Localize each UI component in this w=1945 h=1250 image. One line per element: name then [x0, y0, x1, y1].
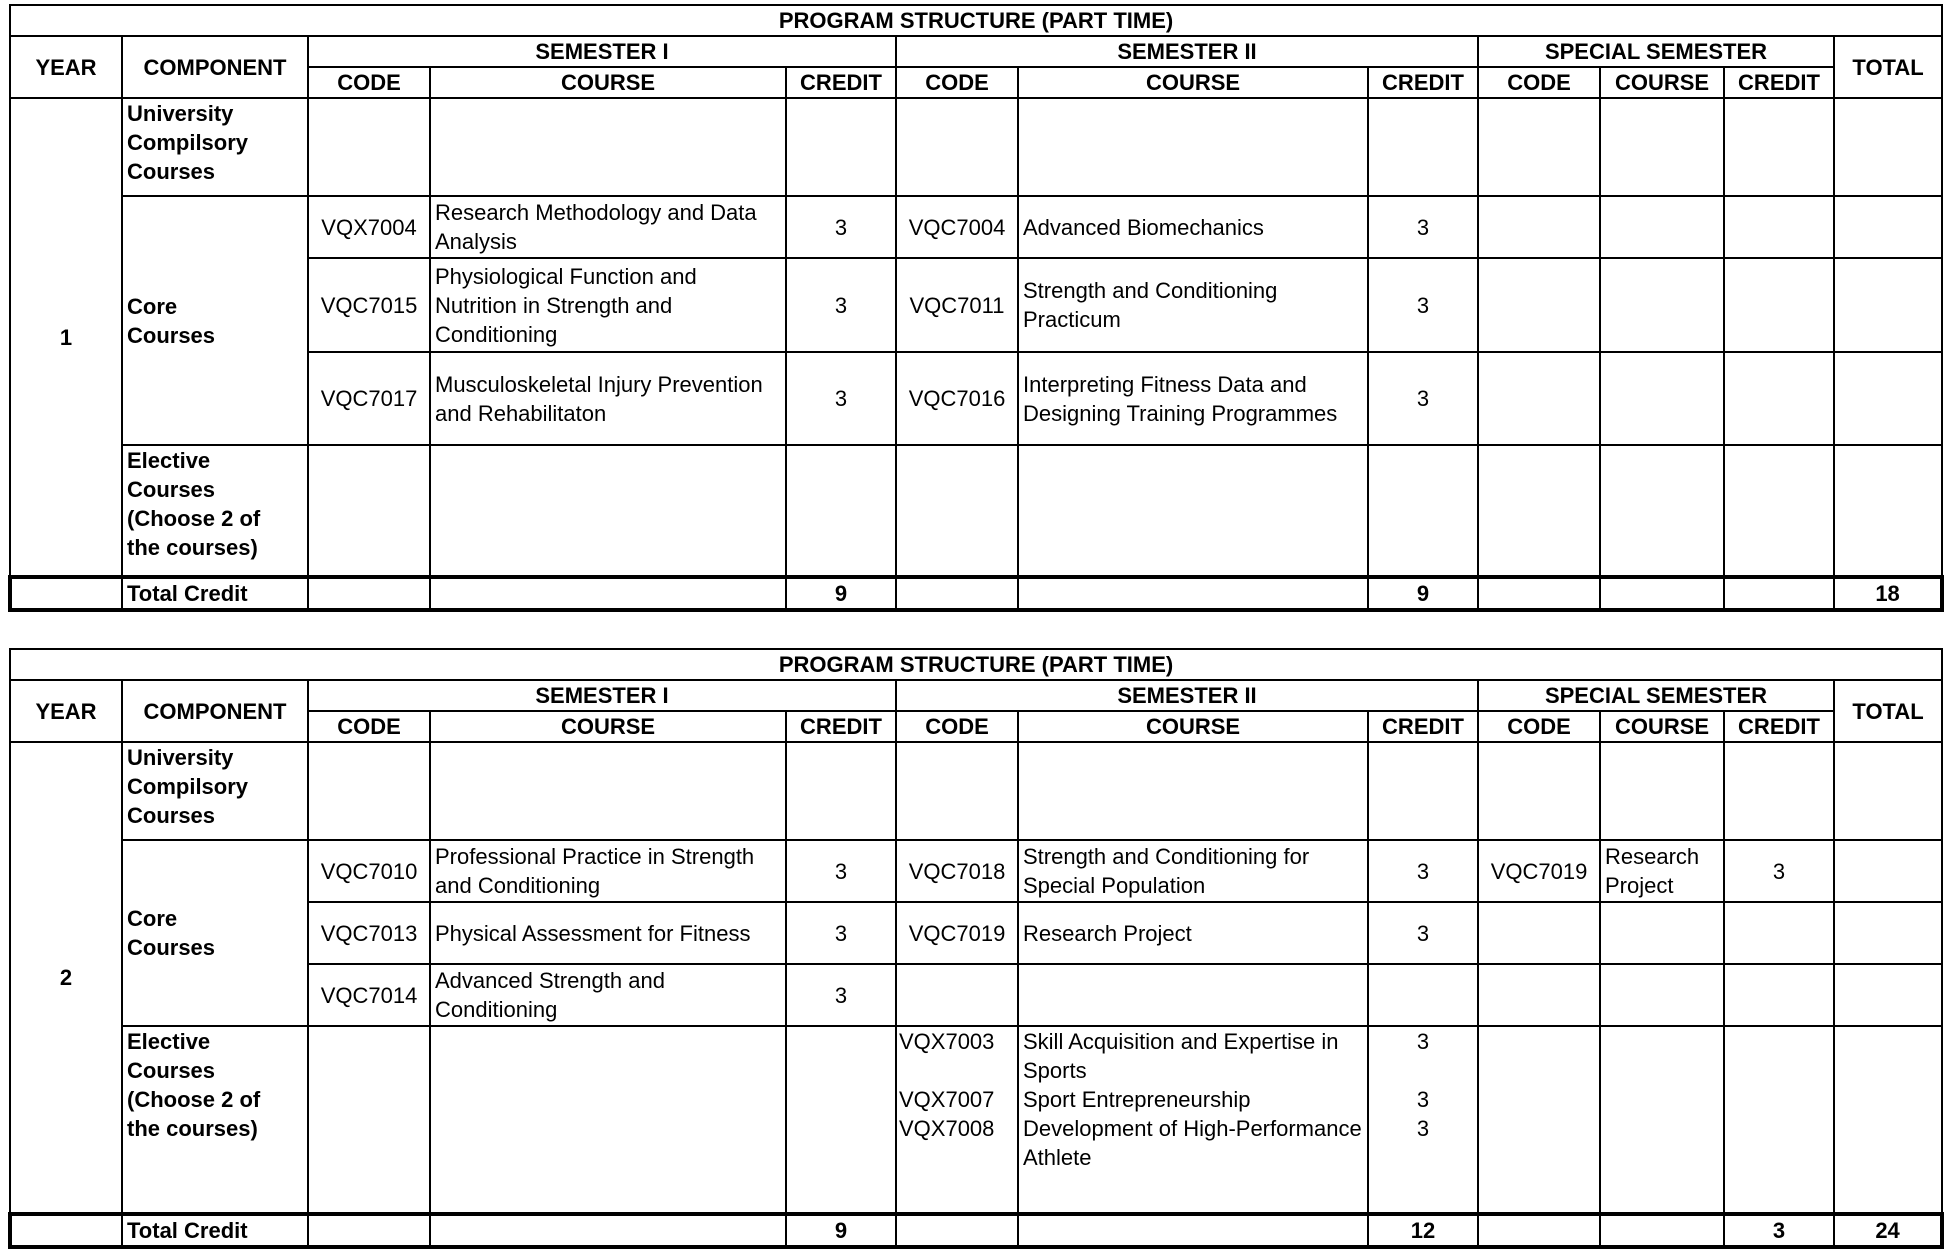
- course-title: Professional Practice in Strength and Conditioning: [430, 840, 786, 902]
- course-title: Advanced Strength and Conditioning: [430, 964, 786, 1026]
- component-core-courses: Core Courses: [122, 840, 308, 1026]
- course-code: VQC7019: [1478, 840, 1600, 902]
- component-university-compulsory: University Compilsory Courses: [122, 742, 308, 840]
- credit-header: CREDIT: [1724, 67, 1834, 98]
- course-credit: 3: [786, 840, 896, 902]
- semester-2-total: 9: [1368, 577, 1478, 610]
- table-row: [10, 98, 1942, 196]
- course-credit: 3: [1368, 258, 1478, 352]
- course-header: COURSE: [1600, 67, 1724, 98]
- table-row: [10, 196, 1942, 258]
- course-credit: 3: [1724, 840, 1834, 902]
- course-credit: 3: [786, 902, 896, 964]
- elective-credit: 3: [1416, 1087, 1430, 1112]
- component-header: COMPONENT: [122, 680, 308, 742]
- elective-course-title: Development of High-Performance Athlete: [1023, 1116, 1362, 1170]
- special-semester-total: 3: [1724, 1214, 1834, 1247]
- elective-course-title: Skill Acquisition and Expertise in Sports: [1023, 1029, 1339, 1083]
- elective-credit: 3: [1416, 1029, 1430, 1054]
- course-header: COURSE: [430, 711, 786, 742]
- program-structure-table-year-2: [8, 648, 1944, 1249]
- course-title: Advanced Biomechanics: [1018, 196, 1368, 258]
- code-header: CODE: [1478, 67, 1600, 98]
- course-code: VQC7017: [308, 352, 430, 445]
- course-code: VQX7004: [308, 196, 430, 258]
- credit-header: CREDIT: [1368, 67, 1478, 98]
- semester-1-header: SEMESTER I: [308, 680, 896, 711]
- code-header: CODE: [308, 711, 430, 742]
- elective-courses: [1018, 1026, 1368, 1214]
- course-title: Research Project: [1600, 840, 1724, 902]
- course-title: Musculoskeletal Injury Prevention and Rehabilitaton: [430, 352, 786, 445]
- course-title: Physical Assessment for Fitness: [430, 902, 786, 964]
- year-header: YEAR: [10, 680, 122, 742]
- code-header: CODE: [1478, 711, 1600, 742]
- course-code: VQC7014: [308, 964, 430, 1026]
- overall-total: 18: [1834, 577, 1942, 610]
- elective-credits: [1368, 1026, 1478, 1214]
- total-credit-label: Total Credit: [122, 1214, 308, 1247]
- elective-codes: [896, 1026, 1018, 1214]
- code-header: CODE: [896, 67, 1018, 98]
- total-credit-row: [10, 1214, 1942, 1247]
- course-code: VQC7010: [308, 840, 430, 902]
- total-credit-label: Total Credit: [122, 577, 308, 610]
- course-credit: 3: [786, 352, 896, 445]
- component-university-compulsory: University Compilsory Courses: [122, 98, 308, 196]
- course-title: Interpreting Fitness Data and Designing Training Programmes: [1018, 352, 1368, 445]
- course-code: VQC7015: [308, 258, 430, 352]
- table-row: [10, 840, 1942, 902]
- table-title: PROGRAM STRUCTURE (PART TIME): [10, 649, 1942, 680]
- course-code: VQC7013: [308, 902, 430, 964]
- special-semester-total: [1724, 577, 1834, 610]
- course-credit: 3: [1368, 902, 1478, 964]
- course-code: VQC7019: [896, 902, 1018, 964]
- code-header: CODE: [896, 711, 1018, 742]
- component-core-courses: Core Courses: [122, 196, 308, 445]
- component-header: COMPONENT: [122, 36, 308, 98]
- total-header: TOTAL: [1834, 680, 1942, 742]
- elective-course-title: Sport Entrepreneurship: [1023, 1087, 1251, 1112]
- course-title: Strength and Conditioning for Special Population: [1018, 840, 1368, 902]
- course-code: VQC7011: [896, 258, 1018, 352]
- year-header: YEAR: [10, 36, 122, 98]
- course-title: Research Project: [1018, 902, 1368, 964]
- table-row: [10, 742, 1942, 840]
- course-credit: 3: [786, 258, 896, 352]
- course-title: Strength and Conditioning Practicum: [1018, 258, 1368, 352]
- course-credit: 3: [786, 196, 896, 258]
- overall-total: 24: [1834, 1214, 1942, 1247]
- component-elective-courses: Elective Courses (Choose 2 of the courses): [122, 445, 308, 577]
- component-elective-courses: Elective Courses (Choose 2 of the courses): [122, 1026, 308, 1214]
- program-structure-table-year-1: [8, 4, 1944, 612]
- course-credit: 3: [1368, 352, 1478, 445]
- semester-1-header: SEMESTER I: [308, 36, 896, 67]
- course-credit: 3: [1368, 196, 1478, 258]
- course-credit: 3: [786, 964, 896, 1026]
- course-header: COURSE: [1600, 711, 1724, 742]
- special-semester-header: SPECIAL SEMESTER: [1478, 680, 1834, 711]
- semester-2-header: SEMESTER II: [896, 36, 1478, 67]
- course-code: VQC7016: [896, 352, 1018, 445]
- credit-header: CREDIT: [786, 67, 896, 98]
- credit-header: CREDIT: [786, 711, 896, 742]
- elective-code: VQX7008: [899, 1116, 995, 1141]
- elective-credit: 3: [1416, 1116, 1430, 1141]
- total-header: TOTAL: [1834, 36, 1942, 98]
- year-cell: 1: [10, 98, 122, 577]
- course-code: VQC7004: [896, 196, 1018, 258]
- course-credit: 3: [1368, 840, 1478, 902]
- table-title: PROGRAM STRUCTURE (PART TIME): [10, 5, 1942, 36]
- code-header: CODE: [308, 67, 430, 98]
- course-header: COURSE: [430, 67, 786, 98]
- total-credit-row: [10, 577, 1942, 610]
- semester-2-total: 12: [1368, 1214, 1478, 1247]
- semester-1-total: 9: [786, 577, 896, 610]
- semester-2-header: SEMESTER II: [896, 680, 1478, 711]
- course-title: Research Methodology and Data Analysis: [430, 196, 786, 258]
- course-code: VQC7018: [896, 840, 1018, 902]
- course-title: Physiological Function and Nutrition in Strength and Conditioning: [430, 258, 786, 352]
- semester-1-total: 9: [786, 1214, 896, 1247]
- course-header: COURSE: [1018, 67, 1368, 98]
- elective-code: VQX7007: [899, 1087, 995, 1112]
- elective-code: VQX7003: [899, 1029, 995, 1054]
- year-cell: 2: [10, 742, 122, 1214]
- credit-header: CREDIT: [1724, 711, 1834, 742]
- course-header: COURSE: [1018, 711, 1368, 742]
- table-row: [10, 1026, 1942, 1214]
- special-semester-header: SPECIAL SEMESTER: [1478, 36, 1834, 67]
- credit-header: CREDIT: [1368, 711, 1478, 742]
- table-row: [10, 445, 1942, 577]
